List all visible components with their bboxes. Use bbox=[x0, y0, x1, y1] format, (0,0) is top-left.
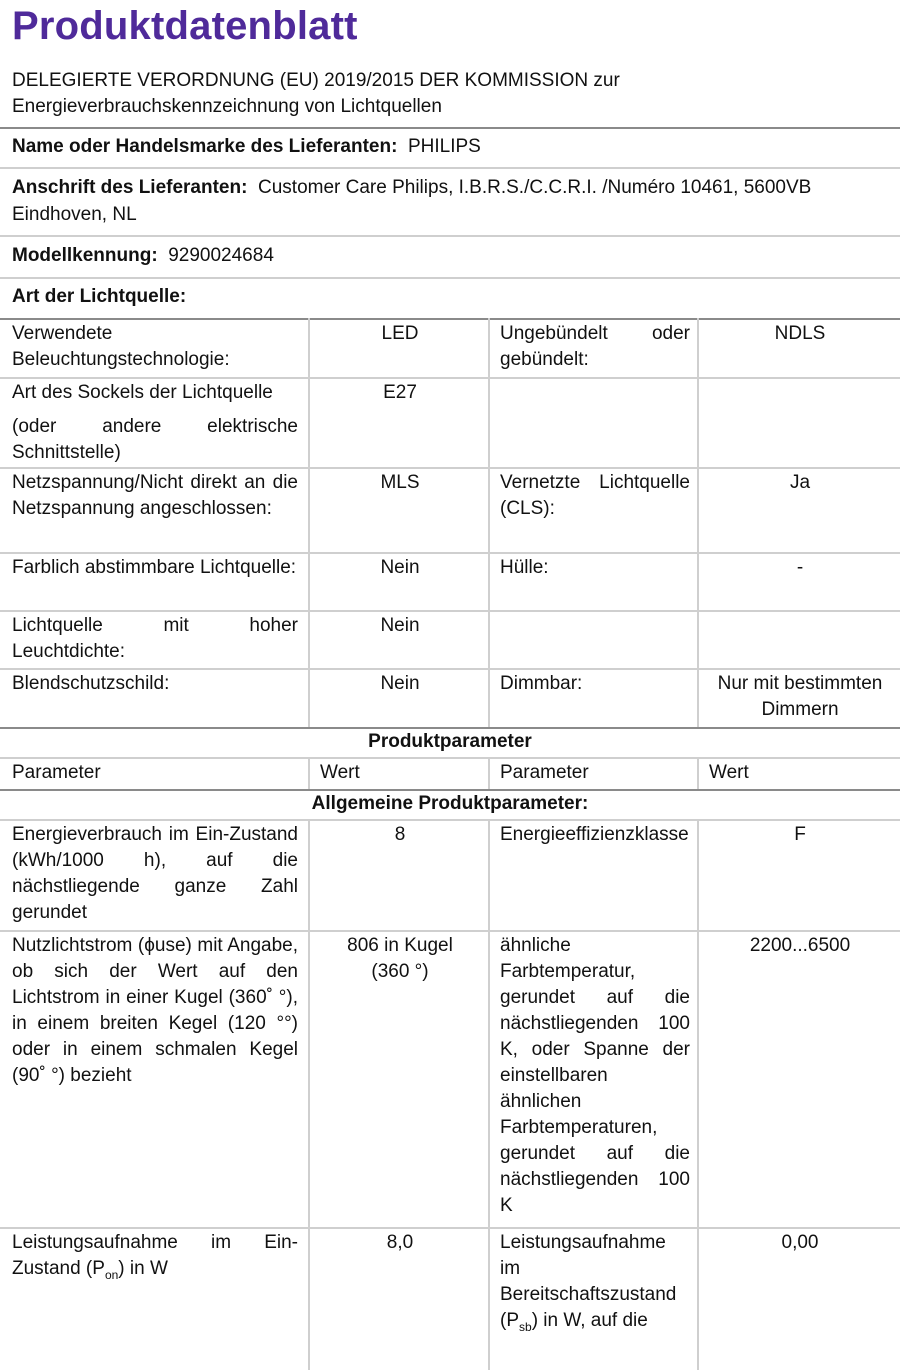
luminous-flux-label: Nutzlichtstrom (ϕuse) mit Angabe, ob sich der Wert auf den Lichtstrom in einer Kugel (360˚ °), in einem breiten Kegel (120 °°) oder in einem schmalen Kegel (90˚ °) bezieht bbox=[12, 935, 298, 1086]
divider bbox=[0, 552, 900, 554]
envelope-value: - bbox=[796, 557, 804, 578]
divider bbox=[0, 819, 900, 821]
connected-value: Ja bbox=[789, 472, 811, 493]
mains-value: MLS bbox=[380, 472, 420, 493]
divider bbox=[0, 757, 900, 759]
directional-label: Ungebündelt oder gebündelt: bbox=[500, 323, 690, 370]
product-parameters-title: Produktparameter bbox=[368, 731, 532, 752]
divider bbox=[0, 377, 900, 379]
page-title: Produktdatenblatt bbox=[12, 4, 358, 48]
dimmable-label: Dimmbar: bbox=[500, 673, 583, 694]
high-luminance-value: Nein bbox=[380, 615, 420, 636]
technology-value: LED bbox=[381, 323, 419, 344]
luminous-flux-value: 806 in Kugel (360 °) bbox=[347, 935, 453, 982]
supplier-name-row bbox=[12, 133, 882, 160]
divider bbox=[0, 277, 900, 279]
envelope-label: Hülle: bbox=[500, 557, 549, 578]
supplier-address-row bbox=[12, 174, 882, 228]
supplier-name-value: PHILIPS bbox=[407, 136, 481, 157]
standby-power-unit: ) in W, auf die bbox=[531, 1310, 648, 1331]
divider bbox=[0, 318, 900, 320]
column-header-parameter: Parameter bbox=[12, 762, 101, 783]
on-mode-power-subscript: on bbox=[104, 1267, 119, 1282]
on-mode-power-text: Leistungsaufnahme im Ein-Zustand (P bbox=[12, 1232, 298, 1279]
column-divider bbox=[308, 819, 310, 1370]
subtitle-line-1: DELEGIERTE VERORDNUNG (EU) 2019/2015 DER KOMMISSION zur bbox=[12, 70, 620, 91]
standby-power-label bbox=[500, 1230, 690, 1340]
anti-glare-label: Blendschutzschild: bbox=[12, 673, 170, 694]
model-label: Modellkennung: bbox=[12, 245, 158, 266]
divider bbox=[0, 930, 900, 932]
divider bbox=[0, 467, 900, 469]
column-divider bbox=[697, 318, 699, 727]
model-row bbox=[12, 242, 882, 269]
divider bbox=[0, 235, 900, 237]
cap-type-label bbox=[12, 380, 298, 466]
column-divider bbox=[697, 819, 699, 1370]
supplier-address-city: Eindhoven, NL bbox=[12, 204, 137, 225]
divider bbox=[0, 127, 900, 129]
cap-type-label-note: (oder andere elektrische Schnittstelle) bbox=[12, 416, 298, 463]
connected-label: Vernetzte Lichtquelle (CLS): bbox=[500, 472, 690, 519]
divider bbox=[0, 668, 900, 670]
supplier-name-label: Name oder Handelsmarke des Lieferanten: bbox=[12, 136, 398, 157]
cap-type-label-line: Art des Sockels der Lichtquelle bbox=[12, 382, 273, 403]
subtitle-line-2: Energieverbrauchskennzeichnung von Lichtquellen bbox=[12, 96, 442, 117]
on-mode-power-unit: ) in W bbox=[118, 1258, 168, 1279]
divider bbox=[0, 1227, 900, 1229]
dimmable-value: Nur mit bestimmten Dimmern bbox=[717, 673, 883, 720]
standby-power-subscript: sb bbox=[519, 1319, 532, 1334]
column-header-parameter-2: Parameter bbox=[500, 762, 589, 783]
standby-power-value: 0,00 bbox=[781, 1232, 819, 1253]
standby-power-text: Leistungsaufnahme im Bereitschaftszustand (P bbox=[500, 1232, 677, 1331]
anti-glare-value: Nein bbox=[380, 673, 420, 694]
tunable-label: Farblich abstimmbare Lichtquelle: bbox=[12, 557, 297, 578]
efficiency-class-value: F bbox=[794, 824, 806, 845]
column-divider bbox=[488, 819, 490, 1370]
technology-label: Verwendete Beleuchtungstechnologie: bbox=[12, 323, 230, 370]
column-header-value: Wert bbox=[320, 762, 360, 783]
supplier-address-label: Anschrift des Lieferanten: bbox=[12, 177, 248, 198]
directional-value: NDLS bbox=[774, 323, 826, 344]
model-value: 9290024684 bbox=[168, 245, 274, 266]
energy-consumption-value: 8 bbox=[394, 824, 406, 845]
column-divider bbox=[697, 757, 699, 789]
efficiency-class-label: Energieeffizienzklasse bbox=[500, 824, 689, 845]
on-mode-power-label bbox=[12, 1230, 298, 1288]
regulation-subtitle bbox=[12, 68, 620, 120]
on-mode-power-value: 8,0 bbox=[386, 1232, 414, 1253]
column-divider bbox=[488, 757, 490, 789]
column-header-value-2: Wert bbox=[709, 762, 749, 783]
divider bbox=[0, 167, 900, 169]
mains-label: Netzspannung/Nicht direkt an die Netzspannung angeschlossen: bbox=[12, 472, 298, 519]
high-luminance-label: Lichtquelle mit hoher Leuchtdichte: bbox=[12, 615, 298, 662]
general-parameters-title: Allgemeine Produktparameter: bbox=[311, 793, 589, 814]
supplier-address-value: Customer Care Philips, I.B.R.S./C.C.R.I. /Numéro 10461, 5600VB bbox=[258, 177, 812, 198]
color-temperature-label: ähnliche Farbtemperatur, gerundet auf die nächstliegenden 100 K, oder Spanne der einstellbaren ähnlichen Farbtemperaturen, gerundet auf die nächstliegenden 100 K bbox=[500, 935, 690, 1216]
cap-type-value: E27 bbox=[383, 382, 417, 403]
column-divider bbox=[308, 757, 310, 789]
tunable-value: Nein bbox=[380, 557, 420, 578]
color-temperature-value: 2200...6500 bbox=[749, 935, 851, 956]
lightsource-type-label: Art der Lichtquelle: bbox=[12, 286, 187, 307]
divider bbox=[0, 610, 900, 612]
energy-consumption-label: Energieverbrauch im Ein-Zustand (kWh/1000 h), auf die nächstliegende ganze Zahl gerundet bbox=[12, 824, 298, 923]
